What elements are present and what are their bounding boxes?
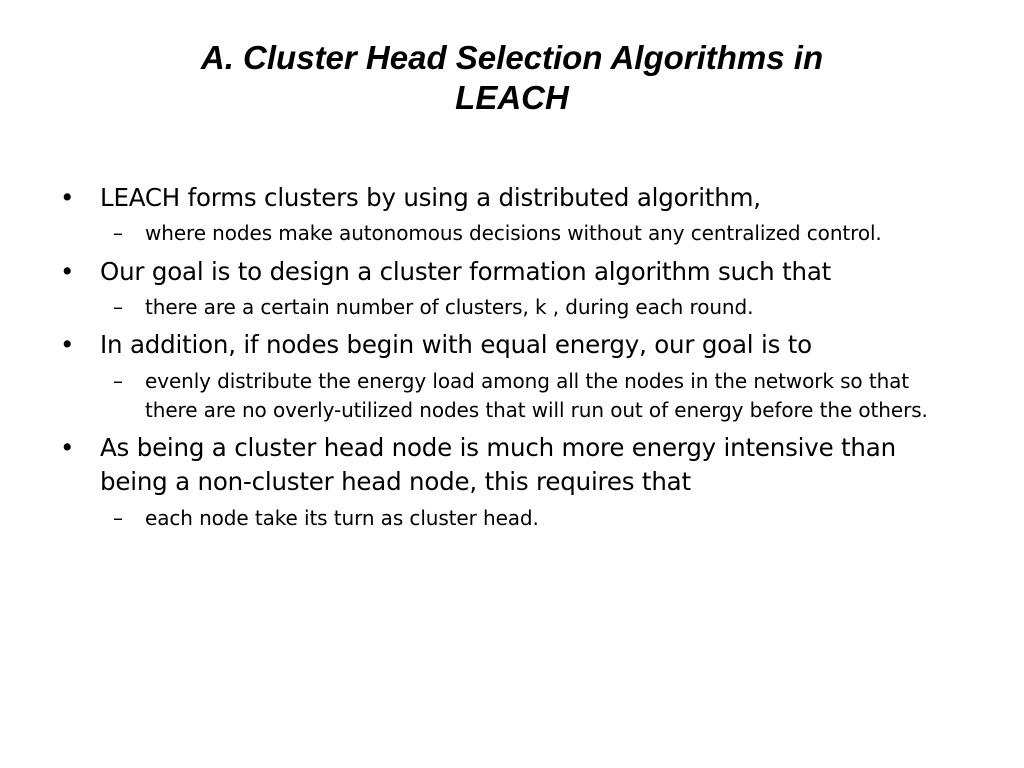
bullet-marker: • [60, 183, 75, 212]
bullet-text: LEACH forms clusters by using a distributed algorithm, [100, 183, 761, 212]
bullet-marker: • [60, 257, 75, 286]
sub-bullet-text: each node take its turn as cluster head. [145, 506, 539, 530]
sub-bullet-item [60, 504, 960, 533]
bullet-text: Our goal is to design a cluster formation algorithm such that [100, 257, 832, 286]
sub-bullet-item [60, 367, 960, 425]
slide-title [80, 38, 944, 118]
bullet-text: As being a cluster head node is much more energy intensive than being a non-cluster head node, this requires that [100, 433, 896, 496]
sub-bullet-text: there are a certain number of clusters, k , during each round. [145, 295, 754, 319]
sub-bullet-item [60, 293, 960, 322]
sub-bullet-marker: – [113, 506, 123, 530]
slide-title-line-1: A. Cluster Head Selection Algorithms in [200, 39, 824, 76]
bullet-marker: • [60, 330, 75, 359]
sub-bullet-marker: – [113, 295, 123, 319]
slide-title-line-2: LEACH [455, 79, 569, 116]
bullet-item [60, 431, 960, 499]
bullet-marker: • [60, 433, 75, 462]
slide-body [60, 181, 960, 533]
sub-bullet-marker: – [113, 369, 123, 393]
bullet-item [60, 181, 960, 215]
sub-bullet-text: where nodes make autonomous decisions without any centralized control. [145, 221, 882, 245]
bullet-item [60, 328, 960, 362]
sub-bullet-text: evenly distribute the energy load among all the nodes in the network so that there are no overly-utilized nodes that will run out of energy before the others. [145, 369, 928, 422]
sub-bullet-marker: – [113, 221, 123, 245]
bullet-text: In addition, if nodes begin with equal energy, our goal is to [100, 330, 812, 359]
sub-bullet-item [60, 219, 960, 248]
bullet-item [60, 255, 960, 289]
